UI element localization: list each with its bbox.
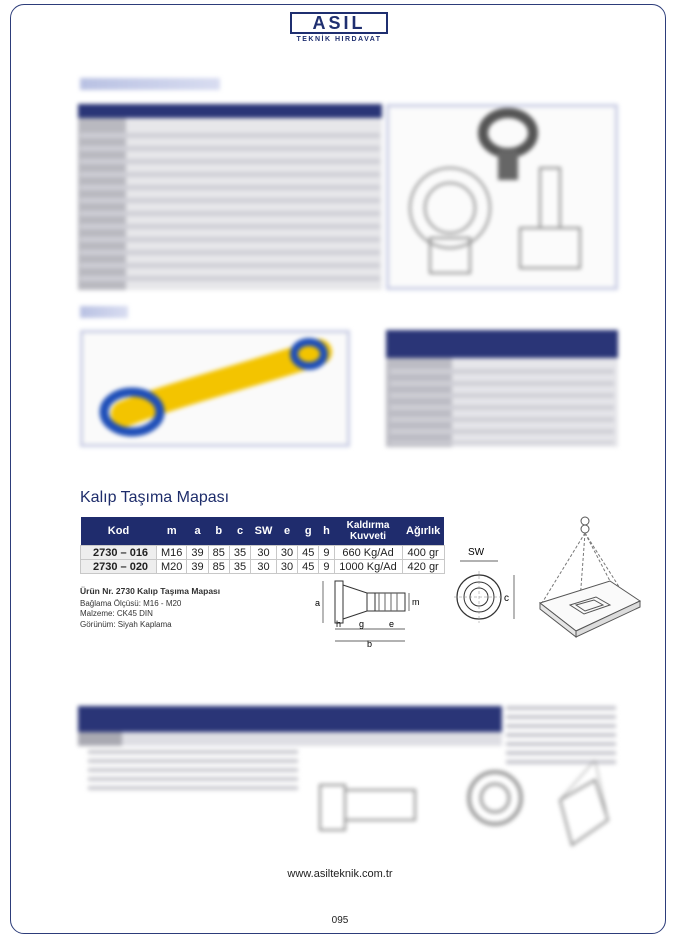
footer-url: www.asilteknik.com.tr: [287, 868, 393, 880]
cell: 660 Kg/Ad: [334, 546, 402, 560]
section-title: Kalıp Taşıma Mapası: [80, 489, 230, 506]
header-kod: Kod: [81, 517, 157, 546]
table-row: [81, 546, 445, 560]
label-sw: SW: [468, 547, 485, 558]
label-g: g: [359, 619, 365, 629]
label-e: e: [389, 619, 395, 629]
page-number: 095: [331, 915, 349, 926]
cell: 1000 Kg/Ad: [334, 560, 402, 574]
header-g: g: [298, 517, 319, 546]
cell: 85: [208, 546, 229, 560]
cell: 30: [251, 546, 277, 560]
label-c: c: [504, 593, 509, 604]
cell: 9: [319, 560, 334, 574]
product-info-line: Malzeme: CK45 DIN: [80, 609, 153, 618]
cell: 420 gr: [402, 560, 444, 574]
label-a: a: [315, 598, 321, 608]
label-m: m: [412, 597, 420, 607]
cell: 35: [229, 560, 250, 574]
header-m: m: [157, 517, 187, 546]
cell: 400 gr: [402, 546, 444, 560]
table-row: [81, 560, 445, 574]
cell: 39: [187, 546, 208, 560]
product-info-line: Görünüm: Siyah Kaplama: [80, 619, 172, 629]
cell: 45: [298, 546, 319, 560]
cell-kod: 2730 – 016: [81, 546, 157, 560]
cell: 30: [251, 560, 277, 574]
logo-subtitle: TEKNİK HIRDAVAT: [296, 36, 382, 43]
front-view-drawing: [452, 545, 532, 630]
side-view-drawing: [305, 573, 425, 648]
lifting-illustration: [530, 513, 645, 653]
cell: 35: [229, 546, 250, 560]
cell-kod: 2730 – 020: [81, 560, 157, 574]
spec-table-header: [81, 517, 445, 546]
cell: 30: [276, 546, 297, 560]
header-c: c: [229, 517, 250, 546]
header-a: a: [187, 517, 208, 546]
logo-name: ASIL: [290, 12, 388, 34]
cell: 85: [208, 560, 229, 574]
header-e: e: [276, 517, 297, 546]
cell: 30: [276, 560, 297, 574]
label-h: h: [336, 619, 342, 629]
header-h: h: [319, 517, 334, 546]
cell: M20: [157, 560, 187, 574]
label-b: b: [367, 639, 373, 648]
cell: 39: [187, 560, 208, 574]
logo: [287, 12, 391, 48]
header-kaldirma-kuvveti: Kaldırma Kuvveti: [334, 517, 402, 546]
product-info-line: Bağlama Ölçüsü: M16 - M20: [80, 598, 182, 608]
header-b: b: [208, 517, 229, 546]
cell: 45: [298, 560, 319, 574]
cell: 9: [319, 546, 334, 560]
product-info: [80, 586, 220, 630]
header-agirlik: Ağırlık: [402, 517, 444, 546]
cell: M16: [157, 546, 187, 560]
spec-table: [80, 517, 445, 574]
header-sw: SW: [251, 517, 277, 546]
product-info-title: Ürün Nr. 2730 Kalıp Taşıma Mapası: [80, 586, 221, 596]
